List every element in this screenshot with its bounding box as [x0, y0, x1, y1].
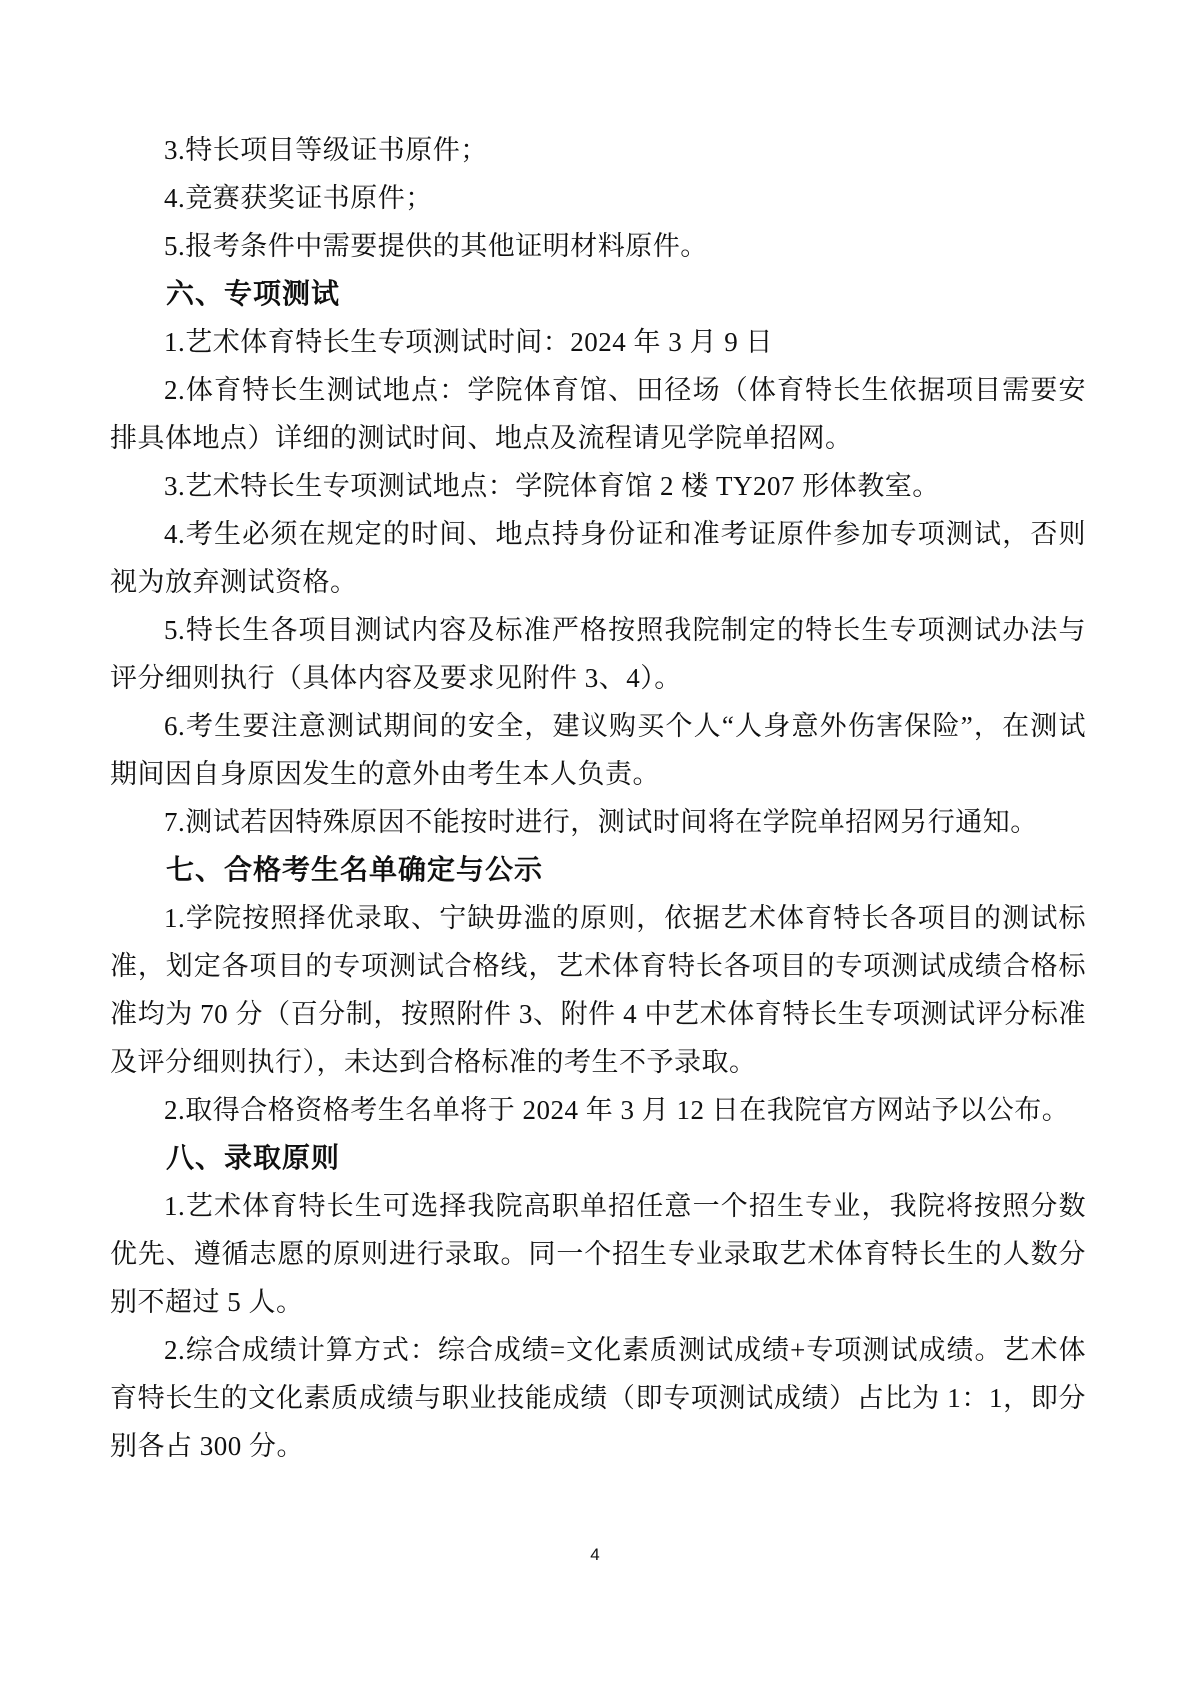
- section-7-item-1: 1.学院按照择优录取、宁缺毋滥的原则，依据艺术体育特长各项目的测试标准，划定各项目的专项测试合格线，艺术体育特长各项目的专项测试成绩合格标准均为 70 分（百分制，按照附件 3、附件 4 中艺术体育特长生专项测试评分标准及评分细则执行），未达到合格标准的考生不予录取。: [110, 903, 1086, 1077]
- section-8-item-2: 2.综合成绩计算方式：综合成绩=文化素质测试成绩+专项测试成绩。艺术体育特长生的文化素质成绩与职业技能成绩（即专项测试成绩）占比为 1：1，即分别各占 300 分。: [110, 1335, 1086, 1461]
- section-6-item-3: 3.艺术特长生专项测试地点：学院体育馆 2 楼 TY207 形体教室。: [164, 471, 940, 501]
- section-6-item-2: 2.体育特长生测试地点：学院体育馆、田径场（体育特长生依据项目需要安排具体地点）详细的测试时间、地点及流程请见学院单招网。: [110, 375, 1086, 453]
- list-item-materials-4: 4.竞赛获奖证书原件；: [164, 183, 433, 213]
- section-6-item-7: 7.测试若因特殊原因不能按时进行，测试时间将在学院单招网另行通知。: [164, 807, 1038, 837]
- document-body: [110, 126, 1086, 1470]
- section-6-item-4: 4.考生必须在规定的时间、地点持身份证和准考证原件参加专项测试，否则视为放弃测试资格。: [110, 519, 1086, 597]
- section-heading-qualified-list: 七、合格考生名单确定与公示: [166, 854, 544, 885]
- page-footer: [0, 1545, 1190, 1565]
- section-heading-admission-rules: 八、录取原则: [166, 1142, 341, 1173]
- section-6-item-1: 1.艺术体育特长生专项测试时间：2024 年 3 月 9 日: [164, 327, 773, 357]
- section-8-item-1: 1.艺术体育特长生可选择我院高职单招任意一个招生专业，我院将按照分数优先、遵循志愿的原则进行录取。同一个招生专业录取艺术体育特长生的人数分别不超过 5 人。: [110, 1191, 1086, 1317]
- list-item-materials-3: 3.特长项目等级证书原件；: [164, 135, 488, 165]
- list-item-materials-5: 5.报考条件中需要提供的其他证明材料原件。: [164, 231, 708, 261]
- section-6-item-5: 5.特长生各项目测试内容及标准严格按照我院制定的特长生专项测试办法与评分细则执行（具体内容及要求见附件 3、4）。: [110, 615, 1086, 693]
- section-6-item-6: 6.考生要注意测试期间的安全，建议购买个人“人身意外伤害保险”，在测试期间因自身原因发生的意外由考生本人负责。: [110, 711, 1086, 789]
- section-heading-special-test: 六、专项测试: [166, 278, 341, 309]
- section-7-item-2: 2.取得合格资格考生名单将于 2024 年 3 月 12 日在我院官方网站予以公布。: [164, 1095, 1070, 1125]
- page-number: 4: [590, 1545, 600, 1564]
